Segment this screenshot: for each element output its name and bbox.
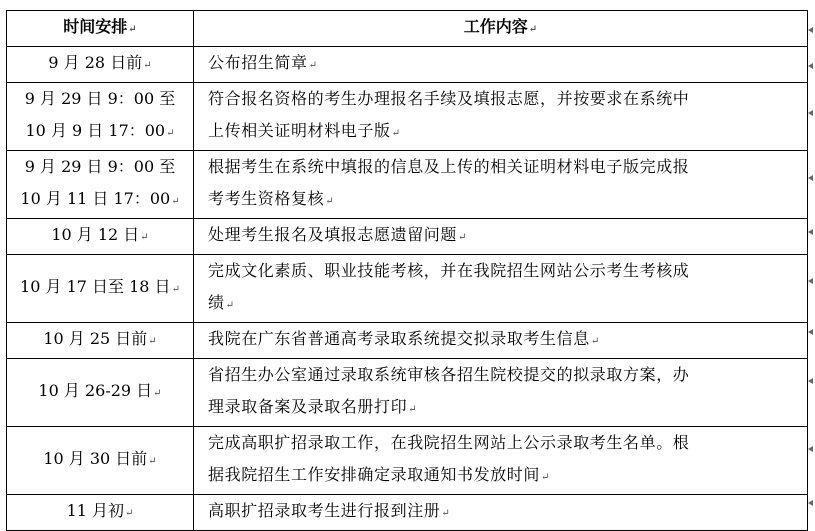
table-row: [7, 219, 808, 255]
work-cell: 根据考生在系统中填报的信息及上传的相关证明材料电子版完成报 考考生资格复核↵: [194, 151, 808, 219]
work-cell: 符合报名资格的考生办理报名手续及填报志愿，并按要求在系统中 上传相关证明材料电子版↵: [194, 83, 808, 151]
row-end-marker-icon: [808, 229, 813, 235]
table-row: [7, 427, 808, 495]
work-cell: 我院在广东省普通高考录取系统提交拟录取考生信息↵: [194, 323, 808, 359]
header-time: 时间安排↵: [7, 11, 194, 47]
work-cell: 完成高职扩招录取工作，在我院招生网站上公示录取考生名单。根 据我院招生工作安排确定录取通知书发放时间↵: [194, 427, 808, 495]
work-cell: 高职扩招录取考生进行报到注册↵: [194, 495, 808, 531]
table-row: [7, 151, 808, 219]
schedule-table: [6, 10, 808, 531]
table-row: [7, 495, 808, 531]
work-cell: 公布招生简章↵: [194, 47, 808, 83]
table-row: [7, 323, 808, 359]
table-row: [7, 83, 808, 151]
table-row: [7, 255, 808, 323]
row-end-marker-icon: [808, 500, 813, 506]
row-end-marker-icon: [808, 278, 813, 284]
header-work: 工作内容↵: [194, 11, 808, 47]
row-end-marker-icon: [808, 446, 813, 452]
row-end-marker-icon: [808, 63, 813, 69]
time-cell: 9 月 29 日 9：00 至 10 月 11 日 17：00↵: [7, 151, 194, 219]
work-cell: 完成文化素质、职业技能考核，并在我院招生网站公示考生考核成 绩↵: [194, 255, 808, 323]
time-cell: 10 月 17 日至 18 日↵: [7, 255, 194, 323]
time-cell: 10 月 12 日↵: [7, 219, 194, 255]
row-end-marker-icon: [808, 27, 813, 33]
work-cell: 省招生办公室通过录取系统审核各招生院校提交的拟录取方案，办 理录取备案及录取名册打印↵: [194, 359, 808, 427]
row-end-marker-icon: [808, 378, 813, 384]
row-end-marker-icon: [808, 175, 813, 181]
time-cell: 10 月 25 日前↵: [7, 323, 194, 359]
time-cell: 10 月 26-29 日↵: [7, 359, 194, 427]
row-end-marker-icon: [808, 329, 813, 335]
time-cell: 11 月初↵: [7, 495, 194, 531]
time-cell: 9 月 28 日前↵: [7, 47, 194, 83]
time-cell: 9 月 29 日 9：00 至 10 月 9 日 17：00↵: [7, 83, 194, 151]
table-row: [7, 47, 808, 83]
work-cell: 处理考生报名及填报志愿遗留问题↵: [194, 219, 808, 255]
table-header-row: [7, 11, 808, 47]
time-cell: 10 月 30 日前↵: [7, 427, 194, 495]
row-end-marker-icon: [808, 110, 813, 116]
table-row: [7, 359, 808, 427]
